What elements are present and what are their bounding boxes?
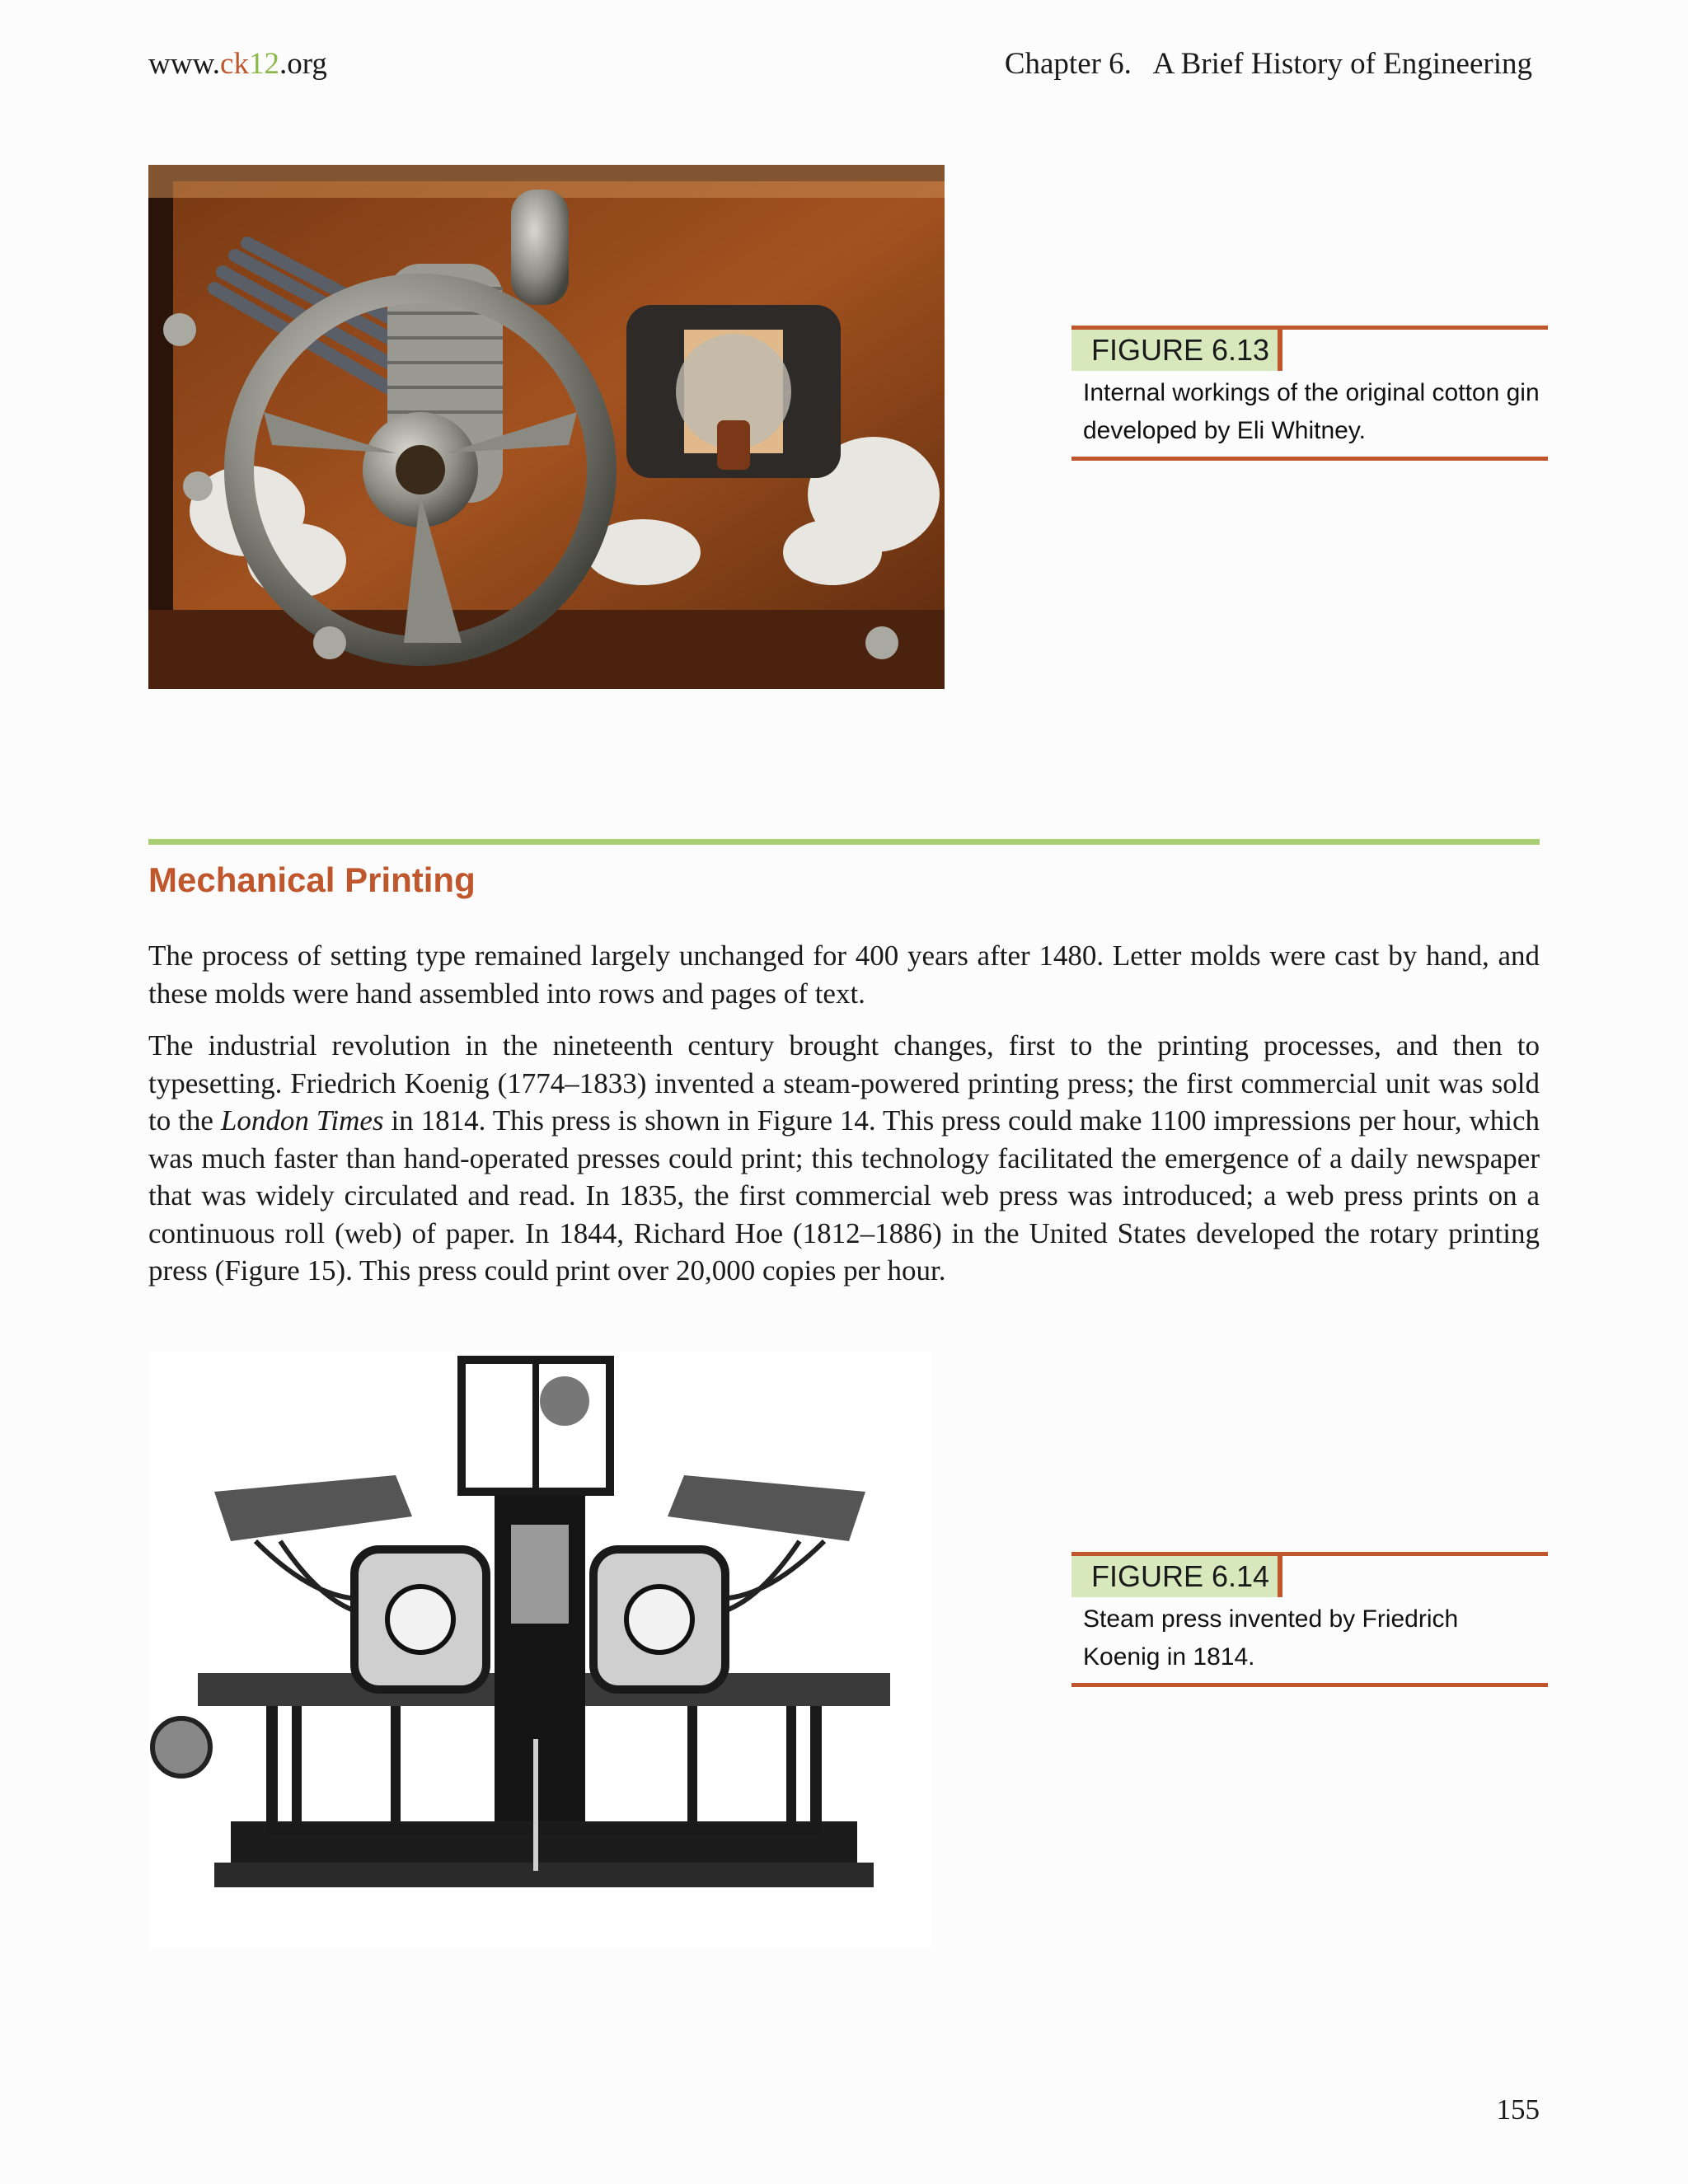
paragraph: The industrial revolution in the nineteenth century brought changes, first to the printing processes, and then to typesetting. Friedrich Koenig (1774–1833) invented a steam-powered printing press; the first commercial unit was sold to the London Times in 1814. This press is shown in Figure 14. This press could make 1100 impressions per hour, which was much faster than hand-operated presses could print; this technology facilitated the emergence of a daily newspaper that was widely circulated and read. In 1835, the first commercial web press was introduced; a web press prints on a continuous roll (web) of paper. In 1844, Richard Hoe (1812–1886) in the United States developed the rotary printing press (Figure 15). This press could print over 20,000 copies per hour. xyxy=(148,1029,1540,1286)
site-url-num: 12 xyxy=(248,47,279,81)
site-url-ck: ck xyxy=(220,47,249,81)
figure-caption: Steam press invented by Friedrich Koenig in 1814. xyxy=(1083,1605,1459,1671)
body-text xyxy=(148,937,1540,1305)
steam-press-photo xyxy=(148,1352,931,1949)
site-url-suffix: .org xyxy=(279,47,327,81)
cotton-gin-photo xyxy=(148,165,945,689)
paragraph: The process of setting type remained largely unchanged for 400 years after 1480. Letter molds were cast by hand, and these molds were hand assembled into rows and pages of text. xyxy=(148,940,1540,1010)
page-number: 155 xyxy=(1496,2093,1540,2125)
italic-title: London Times xyxy=(220,1104,384,1137)
chapter-title: Chapter 6. A Brief History of Engineering xyxy=(1004,47,1532,81)
site-url-prefix: www. xyxy=(148,47,221,81)
section-divider xyxy=(148,839,1540,845)
figure-label: FIGURE 6.13 xyxy=(1071,330,1282,371)
figure-caption: Internal workings of the original cotton gin developed by Eli Whitney. xyxy=(1083,379,1540,444)
site-url[interactable] xyxy=(148,46,327,82)
section-heading: Mechanical Printing xyxy=(148,860,476,899)
figure-label: FIGURE 6.14 xyxy=(1071,1556,1282,1597)
figure-6-14-caption-box xyxy=(1071,1552,1548,1687)
figure-6-13-caption-box xyxy=(1071,326,1548,461)
